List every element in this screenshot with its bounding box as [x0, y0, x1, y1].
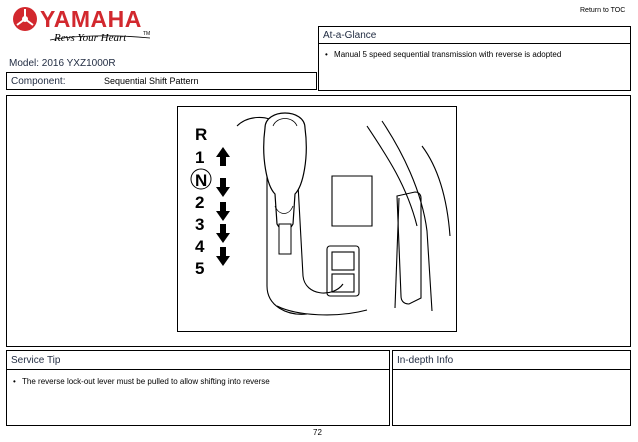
illustration-panel — [6, 95, 631, 347]
gear-label: 2 — [195, 193, 205, 212]
model-label: Model: — [9, 58, 40, 69]
gear-label: 1 — [195, 148, 205, 167]
model-value: 2016 YXZ1000R — [41, 58, 116, 69]
gear-label: N — [195, 171, 208, 190]
component-label: Component: — [11, 76, 66, 87]
shifter-illustration — [177, 106, 457, 332]
in-depth-info-panel — [392, 350, 631, 426]
at-a-glance-title: At-a-Glance — [323, 30, 377, 41]
gear-label: 5 — [195, 259, 205, 278]
in-depth-info-title: In-depth Info — [397, 355, 454, 366]
at-a-glance-item — [325, 50, 561, 59]
service-tip-text: The reverse lock-out lever must be pulled to allow shifting into reverse — [22, 377, 270, 386]
at-a-glance-panel — [318, 26, 631, 91]
service-tip-panel — [6, 350, 390, 426]
gear-label: 3 — [195, 215, 205, 234]
at-a-glance-text: Manual 5 speed sequential transmission with reverse is adopted — [334, 50, 562, 59]
divider — [7, 369, 389, 370]
bullet: • — [325, 50, 328, 59]
model-row — [9, 58, 116, 69]
trademark: TM — [143, 31, 151, 37]
return-to-toc-link[interactable]: Return to TOC — [580, 7, 626, 14]
yamaha-logo — [10, 4, 160, 48]
bullet: • — [13, 377, 16, 386]
divider — [393, 369, 630, 370]
divider — [319, 43, 630, 44]
component-box — [6, 72, 317, 90]
service-tip-item — [13, 377, 270, 386]
brand-wordmark: YAMAHA — [40, 6, 142, 32]
service-tip-title: Service Tip — [11, 355, 61, 366]
component-value: Sequential Shift Pattern — [104, 76, 199, 86]
gear-label: R — [195, 125, 208, 144]
gear-label: 4 — [195, 237, 205, 256]
tagline: Revs Your Heart — [54, 32, 127, 44]
page-number: 72 — [313, 428, 322, 437]
